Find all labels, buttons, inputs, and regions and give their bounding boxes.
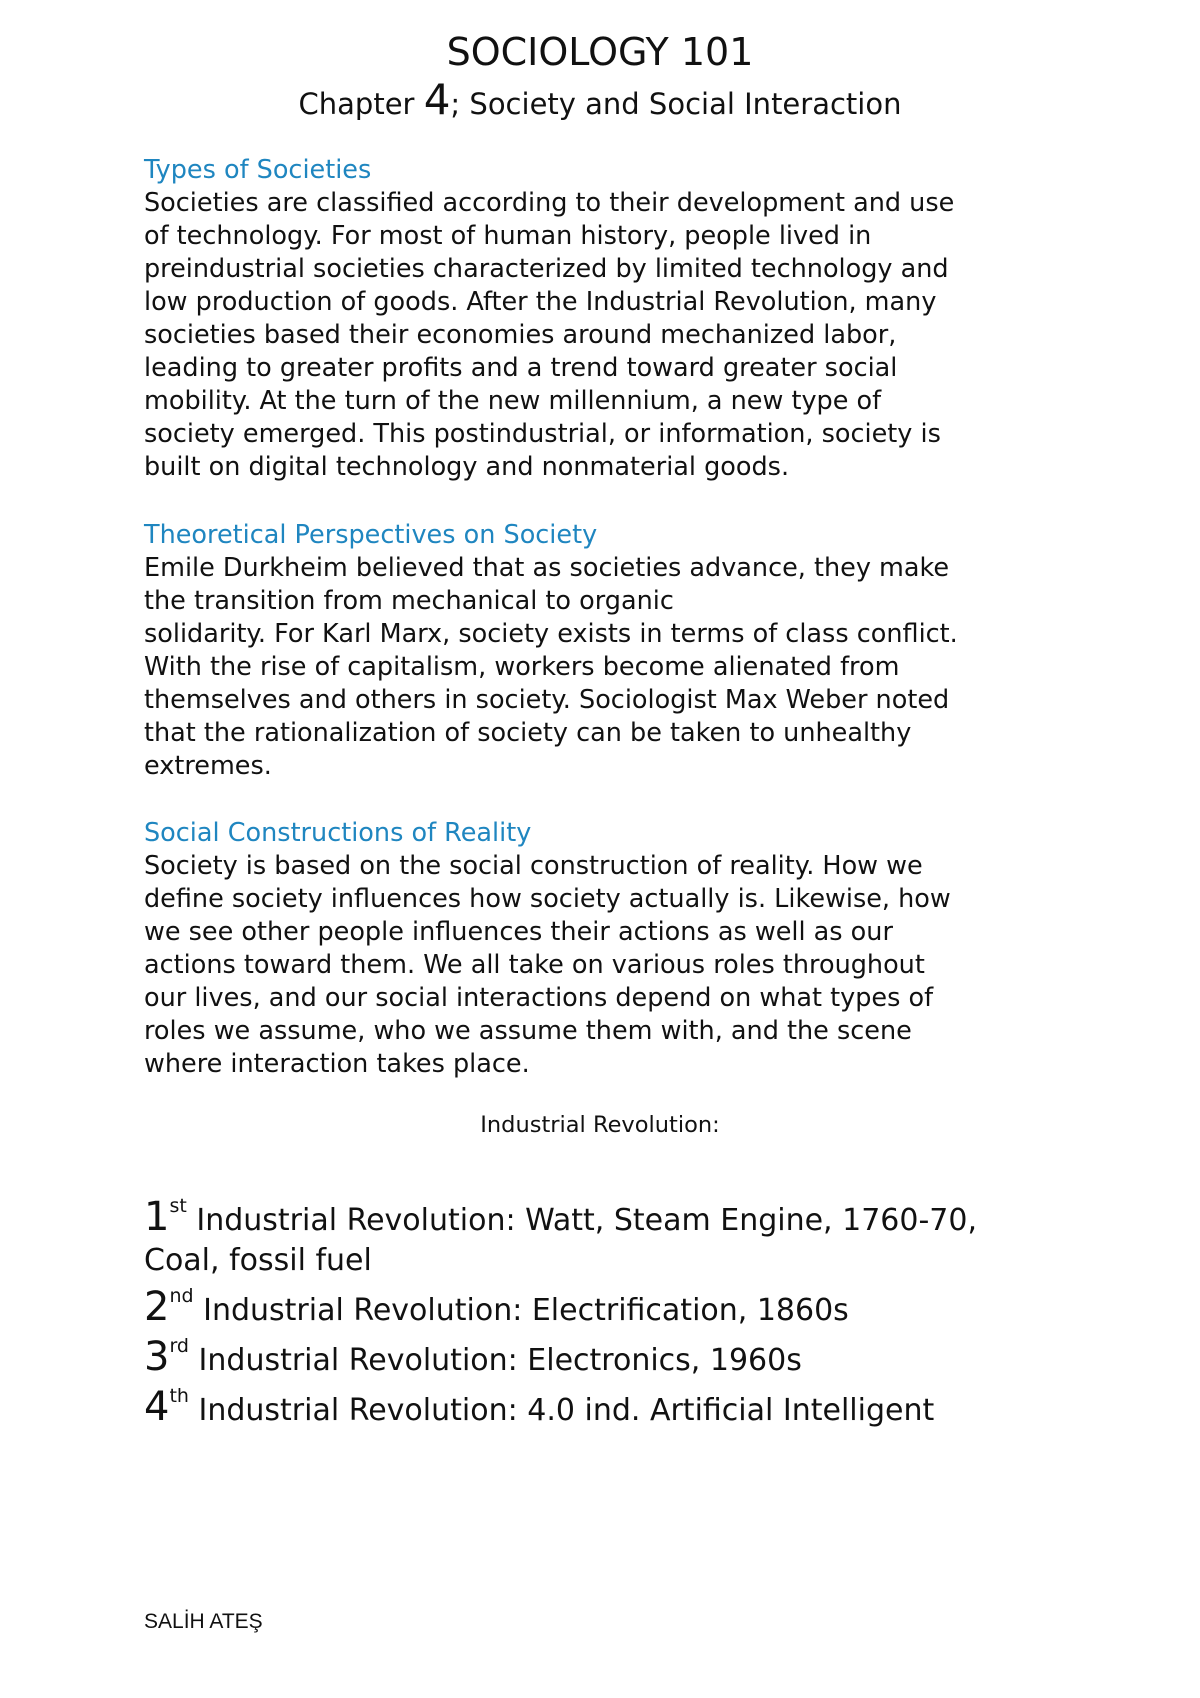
industrial-revolution-list	[144, 1194, 1084, 1437]
section-social-constructions	[144, 817, 1064, 1081]
page-footer-author: SALİH ATEŞ	[144, 1610, 263, 1633]
ordinal-number: 2	[144, 1284, 170, 1330]
list-item	[144, 1384, 1084, 1431]
list-item-text: Industrial Revolution: Electrification, 1860s	[193, 1293, 849, 1328]
chapter-suffix: ; Society and Social Interaction	[450, 87, 902, 121]
ordinal-suffix: nd	[169, 1285, 194, 1307]
section-heading: Types of Societies	[144, 155, 372, 185]
ordinal-number: 4	[144, 1384, 170, 1430]
ordinal-suffix: rd	[169, 1335, 189, 1357]
chapter-subtitle	[0, 75, 1200, 126]
list-item	[144, 1194, 1084, 1281]
section-body: Society is based on the social construction of reality. How we define society influences how society actually is. Likewise, how we see other people influences their actions as well as our actions toward them. We all take on various roles throughout our lives, and our social interactions depend on what types of roles we assume, who we assume them with, and the scene where interaction takes place.	[144, 851, 951, 1079]
ordinal-number: 3	[144, 1334, 170, 1380]
list-item-text: Industrial Revolution: Electronics, 1960s	[189, 1343, 802, 1378]
section-body: Emile Durkheim believed that as societies advance, they make the transition from mechanical to organic solidarity. For Karl Marx, society exists in terms of class conflict. With the rise of capitalism, workers become alienated from themselves and others in society. Sociologist Max Weber noted that the rationalization of society can be taken to unhealthy extremes.	[144, 553, 958, 781]
chapter-prefix: Chapter	[298, 87, 424, 121]
list-item-text: Industrial Revolution: 4.0 ind. Artificial Intelligent	[188, 1393, 935, 1428]
ordinal-suffix: st	[169, 1195, 187, 1217]
page-title: SOCIOLOGY 101	[446, 30, 754, 74]
section-body: Societies are classified according to their development and use of technology. For most of human history, people lived in preindustrial societies characterized by limited technology and low production of goods. After the Industrial Revolution, many societies based their economies around mechanized labor, leading to greater profits and a trend toward greater social mobility. At the turn of the new millennium, a new type of society emerged. This postindustrial, or information, society is built on digital technology and nonmaterial goods.	[144, 188, 955, 482]
list-item-text: Industrial Revolution: Watt, Steam Engine, 1760-70, Coal, fossil fuel	[144, 1203, 978, 1278]
list-item	[144, 1284, 1084, 1331]
section-theoretical-perspectives	[144, 519, 1064, 783]
section-types-of-societies	[144, 154, 1064, 484]
ordinal-suffix: th	[169, 1385, 189, 1407]
chapter-number: 4	[423, 75, 451, 124]
list-item	[144, 1334, 1084, 1381]
industrial-revolution-heading: Industrial Revolution:	[480, 1112, 720, 1138]
section-heading: Theoretical Perspectives on Society	[144, 520, 598, 550]
ordinal-number: 1	[144, 1194, 170, 1240]
section-heading: Social Constructions of Reality	[144, 818, 532, 848]
